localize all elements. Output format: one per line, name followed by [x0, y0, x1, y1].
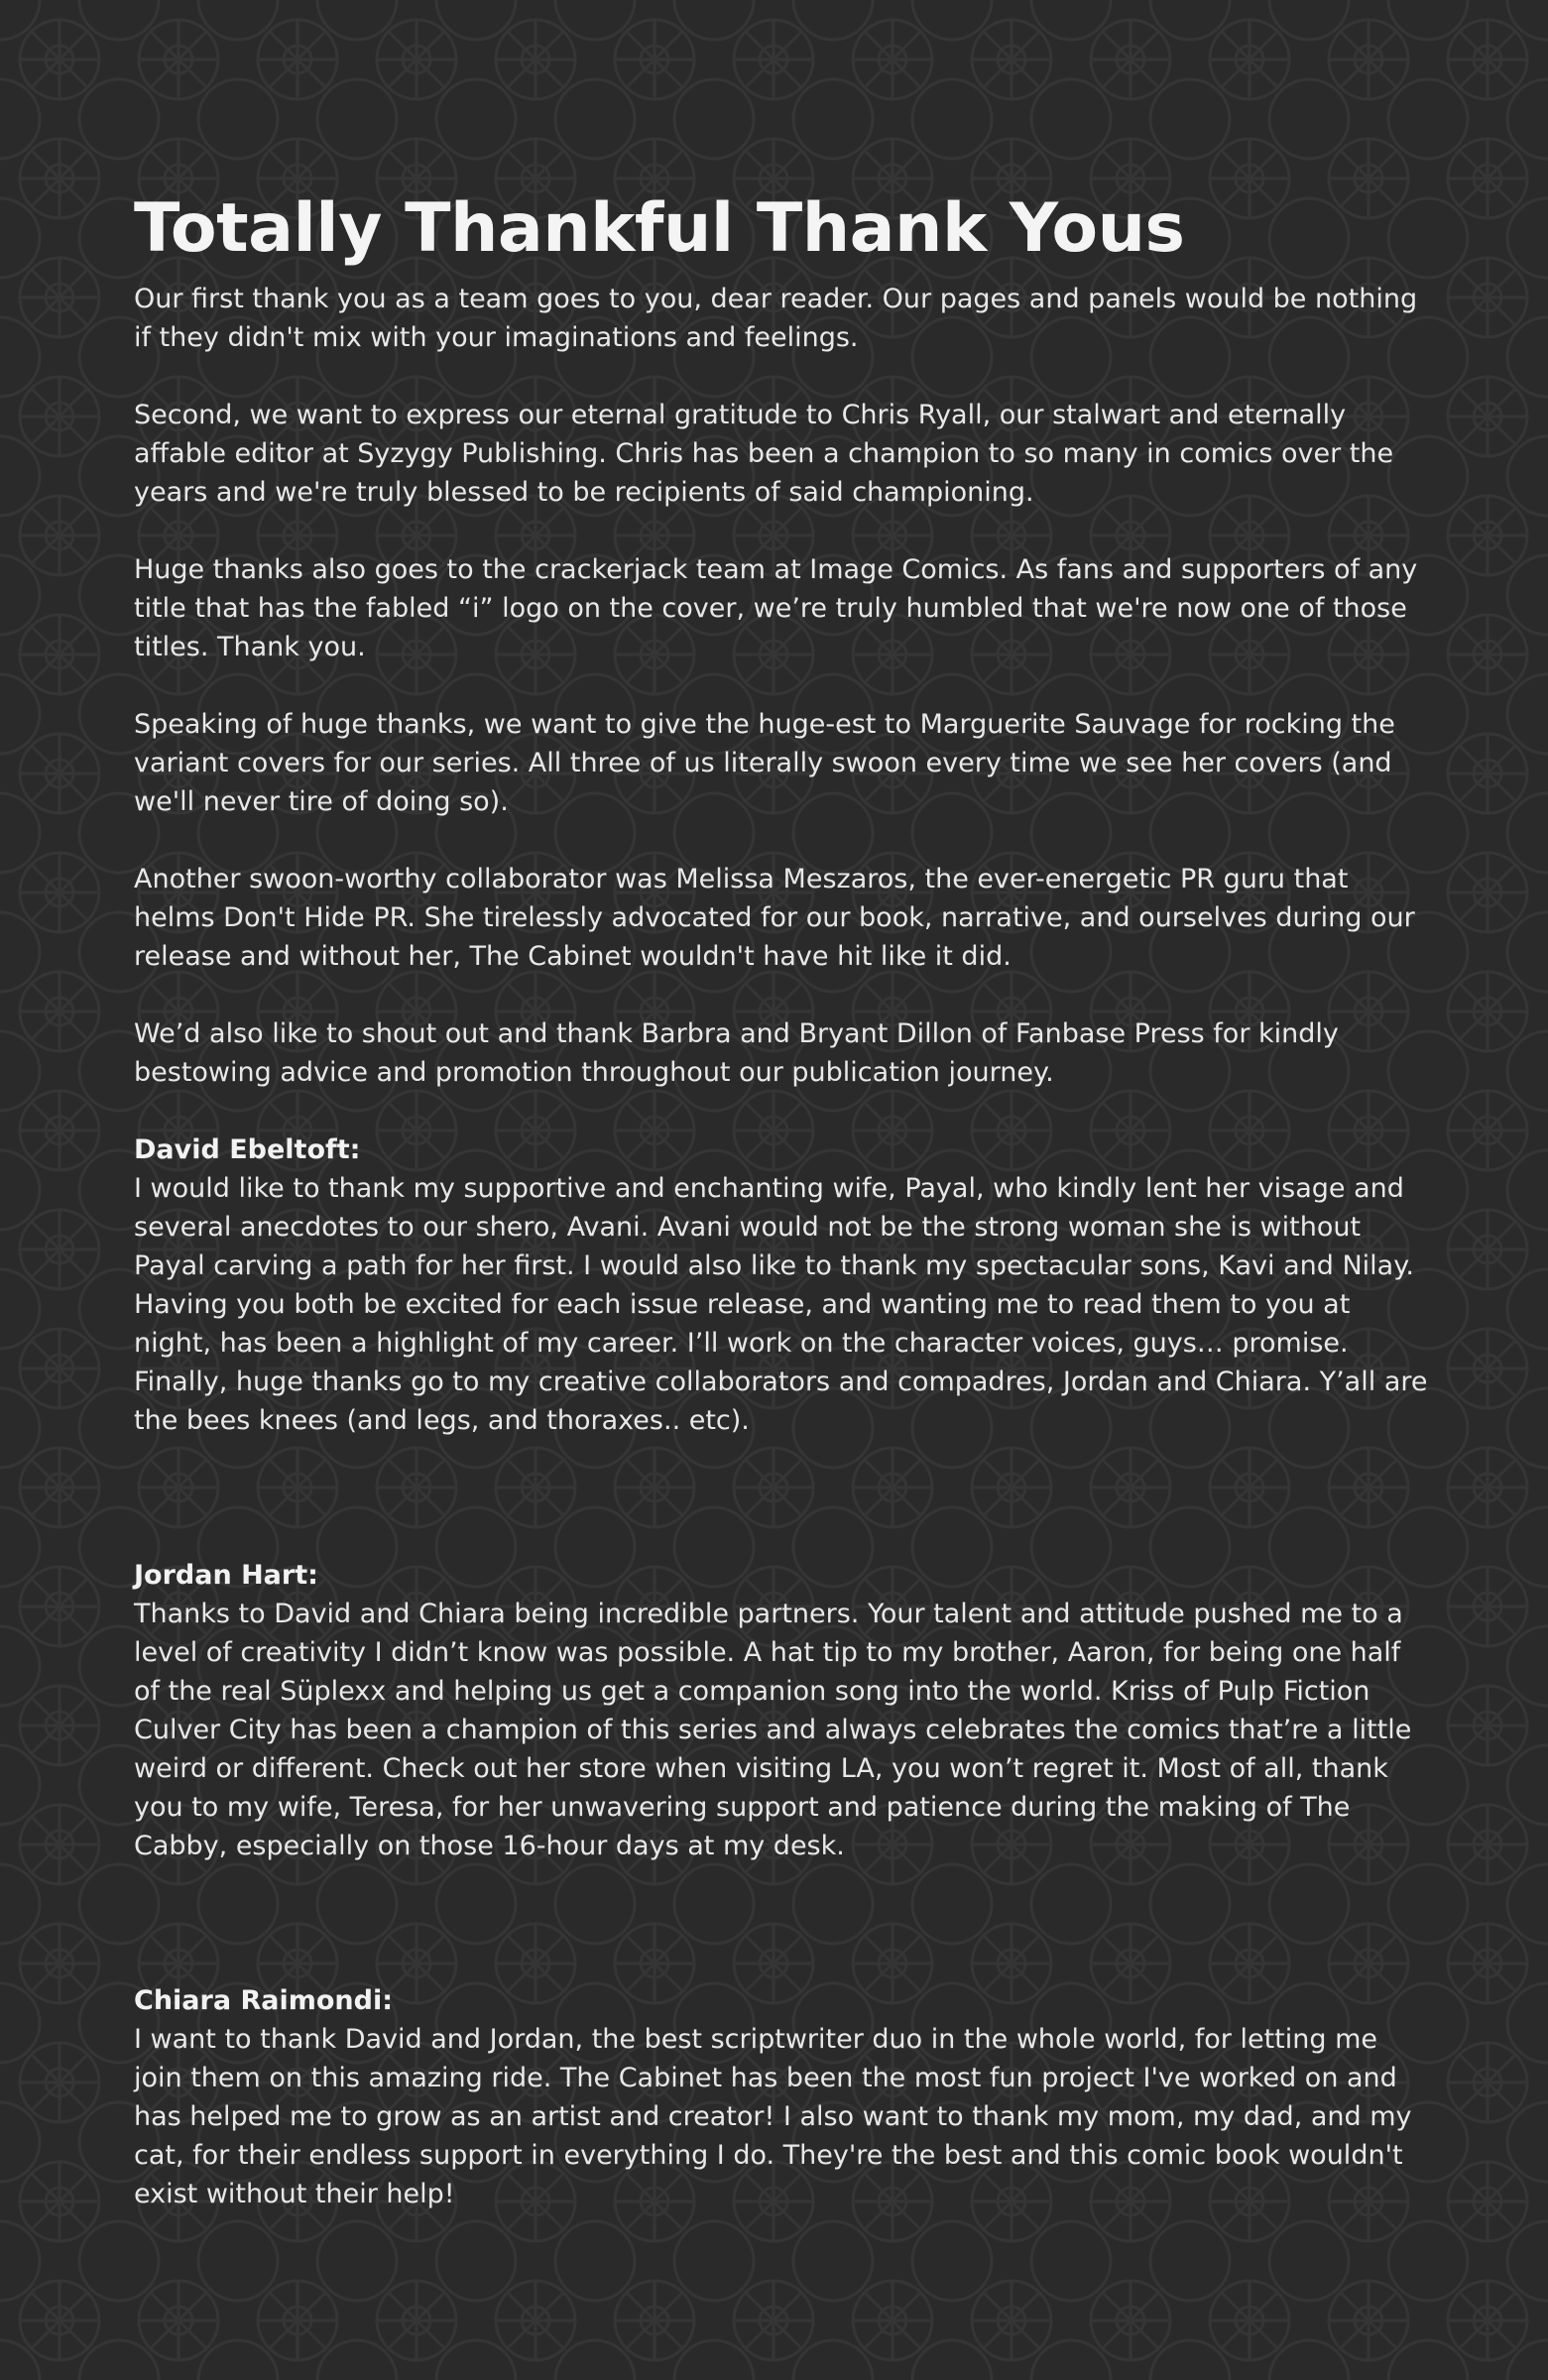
section-chiara-raimondi: [134, 1981, 1433, 2213]
section-heading: David Ebeltoft:: [134, 1134, 361, 1166]
paragraph: Our first thank you as a team goes to you, dear reader. Our pages and panels would be nothing if they didn't mix with your imaginations and feelings.: [134, 284, 1418, 354]
paragraph: Speaking of huge thanks, we want to give the huge-est to Marguerite Sauvage for rocking the variant covers for our series. All three of us literally swoon every time we see her covers (and we'll never tire of doing so).: [134, 709, 1395, 818]
intro-paragraphs: [134, 280, 1433, 1092]
section-david-ebeltoft: [134, 1130, 1433, 1440]
section-body: Thanks to David and Chiara being incredible partners. Your talent and attitude pushed me to a level of creativity I didn’t know was possible. A hat tip to my brother, Aaron, for being one half of the real Süplexx and helping us get a companion song into the world. Kriss of Pulp Fiction Culver City has been a champion of this series and always celebrates the comics that’re a little weird or different. Check out her store when visiting LA, you won’t regret it. Most of all, thank you to my wife, Teresa, for her unwavering support and patience during the making of The Cabby, especially on those 16-hour days at my desk.: [134, 1599, 1412, 1862]
section-heading: Chiara Raimondi:: [134, 1985, 393, 2017]
section-spacer: [134, 1440, 1433, 1556]
page-title: Totally Thankful Thank Yous: [134, 189, 1185, 268]
section-jordan-hart: [134, 1556, 1433, 1865]
section-spacer: [134, 1865, 1433, 1981]
section-body: I want to thank David and Jordan, the best scriptwriter duo in the whole world, for letting me join them on this amazing ride. The Cabinet has been the most fun project I've worked on and has helped me to grow as an artist and creator! I also want to thank my mom, my dad, and my cat, for their endless support in everything I do. They're the best and this comic book wouldn't exist without their help!: [134, 2024, 1412, 2210]
paragraph: Second, we want to express our eternal gratitude to Chris Ryall, our stalwart and eternally affable editor at Syzygy Publishing. Chris has been a champion to so many in comics over the years and we're truly blessed to be recipients of said championing.: [134, 400, 1394, 509]
section-heading: Jordan Hart:: [134, 1560, 318, 1592]
section-body: I would like to thank my supportive and enchanting wife, Payal, who kindly lent her visage and several anecdotes to our shero, Avani. Avani would not be the strong woman she is without Payal carving a path for her first. I would also like to thank my spectacular sons, Kavi and Nilay. Having you both be excited for each issue release, and wanting me to read them to you at night, has been a highlight of my career. I’ll work on the character voices, guys… promise. Finally, huge thanks go to my creative collaborators and compadres, Jordan and Chiara. Y’all are the bees knees (and legs, and thoraxes.. etc).: [134, 1173, 1428, 1437]
paragraph: We’d also like to shout out and thank Barbra and Bryant Dillon of Fanbase Press for kindly bestowing advice and promotion throughout our publication journey.: [134, 1018, 1339, 1089]
paragraph: Huge thanks also goes to the crackerjack team at Image Comics. As fans and supporters of any title that has the fabled “i” logo on the cover, we’re truly humbled that we're now one of those titles. Thank you.: [134, 554, 1418, 663]
paragraph: Another swoon-worthy collaborator was Melissa Meszaros, the ever-energetic PR guru that helms Don't Hide PR. She tirelessly advocated for our book, narrative, and ourselves during our release and without her, The Cabinet wouldn't have hit like it did.: [134, 864, 1415, 973]
thank-you-page: [134, 189, 1433, 2213]
